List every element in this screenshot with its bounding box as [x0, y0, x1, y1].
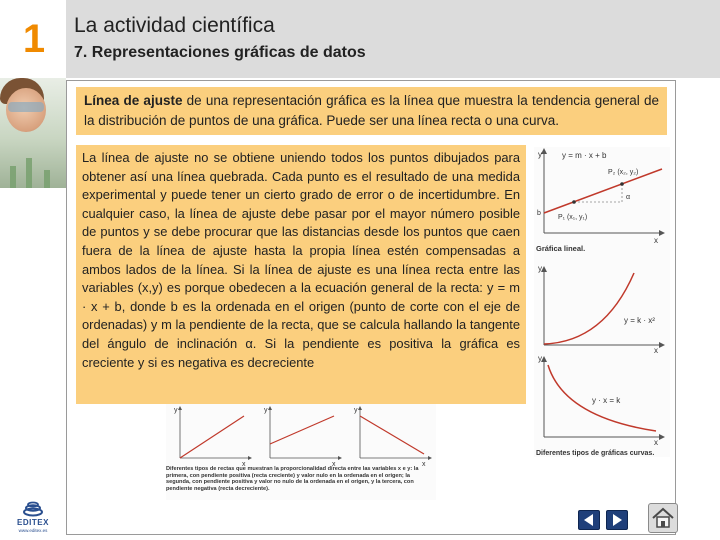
line1-x-label: x [242, 461, 246, 468]
hyperbola-y-label: y [538, 354, 542, 363]
linear-point1: P₁ (x₁, y₁) [558, 214, 588, 221]
hyperbola-equation: y · x = k [592, 396, 621, 405]
unit-number: 1 [22, 17, 46, 61]
line3-x-label: x [422, 461, 426, 468]
parabola-graph [538, 264, 662, 355]
home-icon [649, 504, 677, 532]
next-button[interactable] [606, 510, 628, 530]
photo-goggles [8, 102, 44, 112]
linear-alpha: α [626, 194, 631, 201]
photo-flask [10, 166, 16, 188]
linear-y-label: y [538, 150, 542, 159]
home-button[interactable] [648, 503, 678, 533]
header-bar [66, 0, 720, 78]
parabola-x-label: x [654, 346, 658, 355]
editex-logo-icon [10, 500, 56, 518]
line2-x-label: x [332, 461, 336, 468]
editex-logo [10, 500, 56, 536]
body-text: La línea de ajuste no se obtiene uniendo todos los puntos dibujados para obtener así una línea quebrada. Cada punto es el resultado de una medida experimental y puede tener un cierto grado de error o de incertidumbre. En cualquier caso, la línea de ajuste debe pasar por el mayor número posible de puntos y se debe procurar que las distancias desde los puntos que caen fuera de la línea de ajuste hasta la propia línea estén compensadas a ambos lados de la línea. Si la línea de ajuste es una línea recta entre las variables (x,y) es porque obedecen a la ecuación general de la recta: y = m · x + b, donde b es la ordenada en el origen (punto de corte con el eje de ordenadas) y m la pendiente de la recta, que se calcula hallando la tangente del ángulo de inclinación α. Si la pendiente es positiva la gráfica es creciente y si es negativa es decreciente [76, 145, 526, 404]
line-graph-3 [354, 407, 430, 468]
linear-b-label: b [537, 210, 541, 217]
definition-term: Línea de ajuste [84, 93, 183, 108]
curves-caption: Diferentes tipos de gráficas curvas. [536, 450, 655, 457]
photo-flask [44, 170, 50, 188]
hyperbola-x-label: x [654, 438, 658, 447]
page-title: La actividad científica [74, 14, 275, 37]
editex-logo-url: www.editex.es [18, 528, 48, 533]
figure-lines [166, 404, 436, 500]
line-graph-2 [264, 407, 340, 468]
linear-graph [536, 150, 662, 253]
definition-box [76, 87, 667, 135]
editex-logo-text: EDITEX [17, 518, 49, 527]
linear-equation: y = m · x + b [562, 151, 607, 160]
photo-flask [26, 158, 32, 188]
line3-y-label: y [354, 407, 358, 414]
linear-x-label: x [654, 236, 658, 245]
line2-y-label: y [264, 407, 268, 414]
linear-caption: Gráfica lineal. [536, 244, 586, 253]
previous-button[interactable] [578, 510, 600, 530]
linear-point2: P₂ (x₂, y₂) [608, 169, 639, 176]
page-subtitle: 7. Representaciones gráficas de datos [74, 44, 366, 61]
figure-graphs [534, 147, 670, 457]
arrow-left-icon [579, 511, 599, 529]
lines-caption: Diferentes tipos de rectas que muestran la proporcionalidad directa entre las variables x e y: la primera, con pendiente positiva (recta creciente) y valor nulo en la ordenada en el origen; la segunda, con pendiente positiva y valor no nulo de la ordenada en el origen, y la tercera, con pendiente negativa (recta decreciente). [166, 466, 419, 492]
hyperbola-graph [536, 354, 662, 457]
parabola-y-label: y [538, 264, 542, 273]
line1-y-label: y [174, 407, 178, 414]
scientist-photo [0, 78, 66, 188]
parabola-equation: y = k · x² [624, 316, 655, 325]
line-graph-1 [174, 407, 250, 468]
definition-text: de una representación gráfica es la línea que muestra la tendencia general de la distribución de puntos de una gráfica. Puede ser una línea recta o una curva. [84, 93, 659, 128]
arrow-right-icon [607, 511, 627, 529]
